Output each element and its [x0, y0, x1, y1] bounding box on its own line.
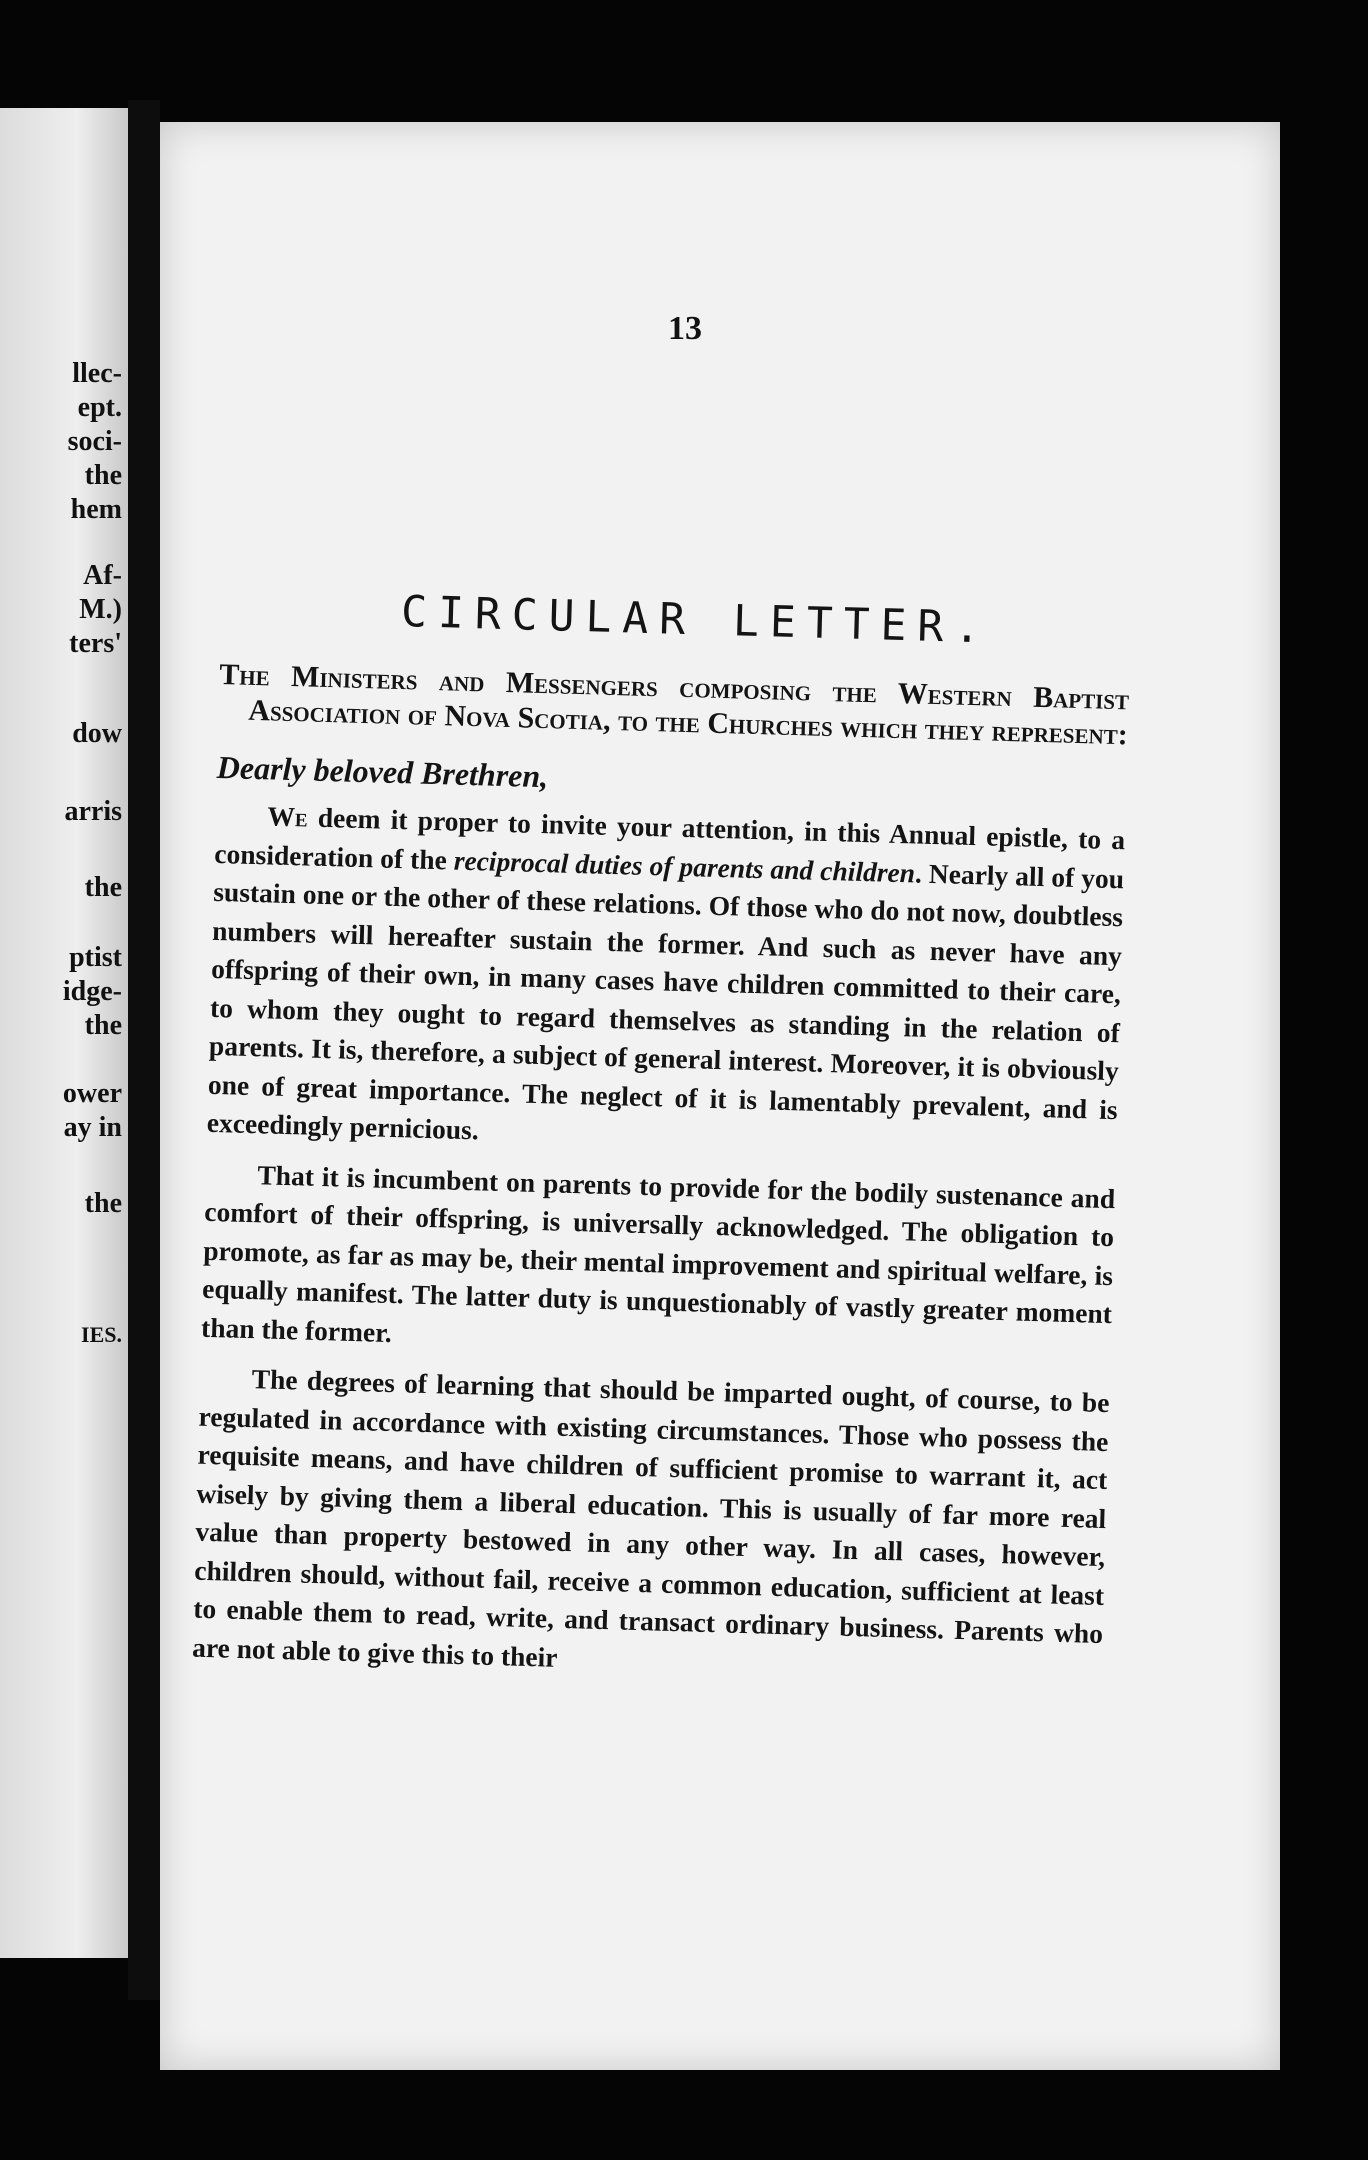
left-page-fragment: M.) [79, 594, 122, 625]
left-page-fragment: soci- [67, 426, 122, 457]
left-page-fragment: idge- [62, 976, 122, 1007]
left-page-fragment: ower [62, 1078, 122, 1109]
salutation: Dearly beloved Brethren, [216, 748, 549, 795]
paragraph [206, 796, 1125, 1168]
left-page-fragment: ptist [69, 942, 122, 973]
left-page-fragment: the [84, 1188, 122, 1219]
book-page [160, 122, 1280, 2070]
left-page-fragment: ters' [69, 628, 122, 659]
paragraph: The degrees of learning that should be imparted ought, of course, to be regulated in accordance with existing circumstances. Those who possess the requisite means, and have children of sufficient promise to warrant it, act wisely by giving them a liberal education. This is usually of far more real value than property bestowed in any other way. In all cases, however, children should, without fail, receive a common education, sufficient at least to enable them to read, write, and transact ordinary business. Parents who are not able to give this to their [191, 1363, 1110, 1673]
page-body [191, 582, 1131, 1704]
paragraph: That it is incumbent on parents to provide for the bodily sustenance and comfort of their offspring, is universally acknowledged. The obligation to promote, as far as may be, their mental improvement and spiritual welfare, is equally manifest. The latter duty is unquestionably of vastly greater moment than the former. [200, 1158, 1116, 1348]
left-page-fragment: the [84, 872, 122, 903]
letter-title: CIRCULAR LETTER. [400, 587, 992, 654]
letter-address: The Ministers and Messengers composing the Western Baptist Association of Nova Scotia, to the Churches which they represent: [218, 657, 1130, 751]
left-page-fragment: the [84, 1010, 122, 1041]
left-page-fragment: dow [72, 718, 122, 749]
left-page-fragment: Af- [83, 560, 122, 591]
opening-word: We [267, 800, 309, 833]
left-page-fragment: IES. [81, 1322, 122, 1347]
page-number: 13 [668, 310, 702, 347]
left-page-fragment: the [84, 460, 122, 491]
left-page-fragment: hem [70, 494, 122, 525]
left-page-fragment: ept. [77, 392, 122, 423]
left-page-fragment: llec- [72, 358, 122, 389]
previous-page-edge [0, 108, 128, 1958]
book-gutter [128, 100, 160, 2000]
paragraph-text: deem it proper to invite your attention, in this Annual epistle, to a consideration of the [214, 801, 1126, 876]
left-page-fragment: ay in [63, 1112, 122, 1143]
paragraph-text: . Nearly all of you sustain one or the other of these relations. Of those who do not now, doubtless numbers will hereafter sustain the former. And such as never have any offspring of their own, in many cases have children committed to their care, to whom they ought to regard themselves as standing in the relation of parents. It is, therefore, a subject of general interest. Moreover, it is obviously one of great importance. The neglect of it is lamentably prevalent, and is exceedingly pernicious. [206, 856, 1125, 1146]
left-page-fragment: arris [64, 796, 122, 827]
emphasized-phrase: reciprocal duties of parents and children [453, 844, 916, 888]
